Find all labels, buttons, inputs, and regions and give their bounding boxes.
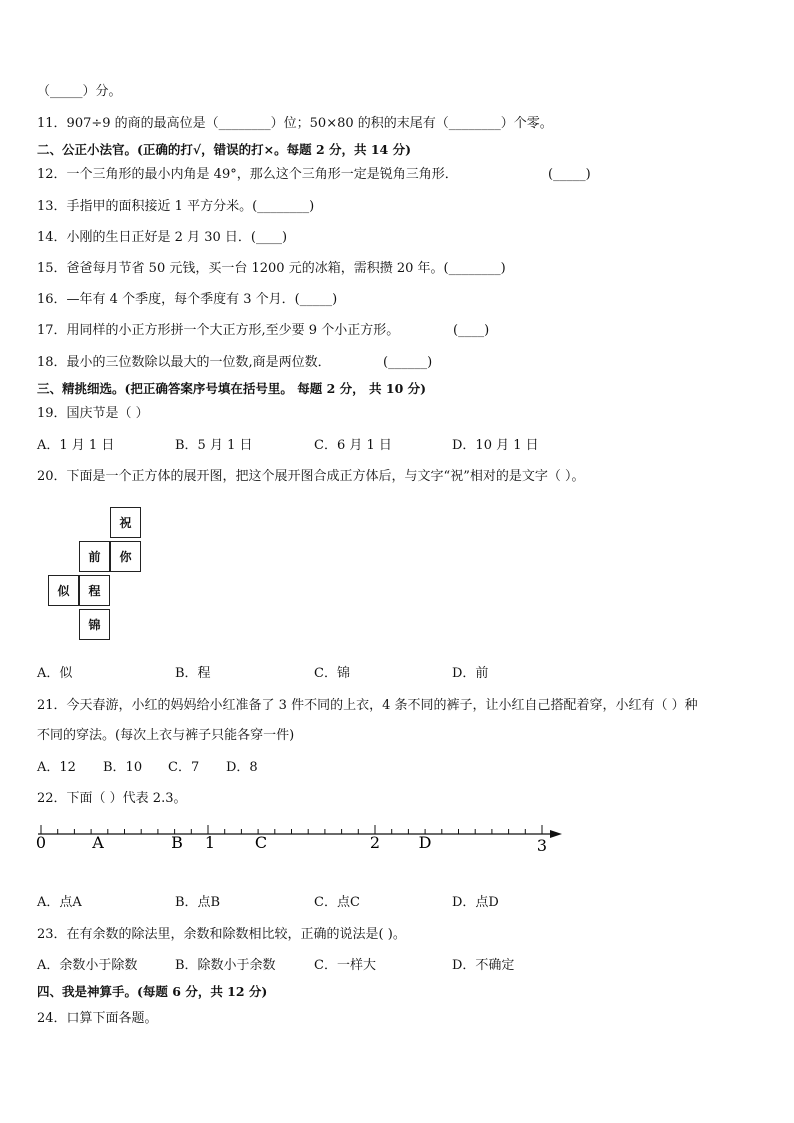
section-4-heading: 四、我是神算手。(每题 6 分，共 12 分) bbox=[37, 984, 268, 999]
q22-option-a[interactable]: A．点A bbox=[37, 895, 82, 910]
section-3-heading: 三、精挑细选。(把正确答案序号填在括号里。 每题 2 分， 共 10 分) bbox=[37, 381, 427, 396]
question-18-answer-blank[interactable]: (______) bbox=[383, 355, 433, 370]
q21-option-d[interactable]: D．8 bbox=[226, 760, 258, 775]
question-24: 24．口算下面各题。 bbox=[37, 1011, 158, 1026]
q19-option-d[interactable]: D．10 月 1 日 bbox=[452, 438, 539, 453]
cube-face-zhu: 祝 bbox=[110, 507, 141, 538]
number-line-label-c: C bbox=[254, 833, 268, 852]
question-17-answer-blank[interactable]: (____) bbox=[453, 323, 490, 338]
question-15: 15．爸爸每月节省 50 元钱，买一台 1200 元的冰箱，需积攒 20 年。(________) bbox=[37, 261, 506, 276]
cube-face-ni: 你 bbox=[110, 541, 141, 572]
q23-option-b[interactable]: B．除数小于余数 bbox=[175, 958, 276, 973]
cube-face-qian: 前 bbox=[79, 541, 110, 572]
q22-option-c[interactable]: C．点C bbox=[314, 895, 360, 910]
question-14: 14．小刚的生日正好是 2 月 30 日．(____) bbox=[37, 230, 288, 245]
question-21-line-1: 21．今天春游，小红的妈妈给小红准备了 3 件不同的上衣，4 条不同的裤子，让小红自己搭配着穿，小红有（ ）种 bbox=[37, 698, 698, 713]
number-line-label-1: 1 bbox=[204, 833, 216, 852]
q22-option-d[interactable]: D．点D bbox=[452, 895, 499, 910]
question-12: 12．一个三角形的最小内角是 49°，那么这个三角形一定是锐角三角形． bbox=[37, 167, 458, 182]
q20-option-c[interactable]: C．锦 bbox=[314, 666, 350, 681]
question-16: 16．—年有 4 个季度，每个季度有 3 个月．(_____) bbox=[37, 292, 338, 307]
q19-option-b[interactable]: B．5 月 1 日 bbox=[175, 438, 253, 453]
question-19: 19．国庆节是（ ） bbox=[37, 406, 149, 421]
number-line-ticks bbox=[41, 825, 542, 834]
number-line-label-0: 0 bbox=[35, 833, 47, 852]
q21-option-b[interactable]: B．10 bbox=[103, 760, 143, 775]
cube-face-si: 似 bbox=[48, 575, 79, 606]
number-line-label-2: 2 bbox=[369, 833, 381, 852]
cube-net-figure bbox=[45, 507, 155, 647]
question-12-answer-blank[interactable]: (_____) bbox=[548, 167, 591, 182]
number-line-label-d: D bbox=[418, 833, 432, 852]
number-line-label-a: A bbox=[92, 833, 104, 852]
section-2-heading: 二、公正小法官。(正确的打√，错误的打×。每题 2 分，共 14 分) bbox=[37, 142, 412, 157]
q20-option-b[interactable]: B．程 bbox=[175, 666, 211, 681]
arrow-right-icon bbox=[550, 830, 562, 838]
cube-face-cheng: 程 bbox=[79, 575, 110, 606]
number-line-label-b: B bbox=[171, 833, 183, 852]
q21-option-a[interactable]: A．12 bbox=[37, 760, 76, 775]
question-13: 13．手指甲的面积接近 1 平方分米。(________) bbox=[37, 199, 315, 214]
question-22: 22．下面（ ）代表 2.3。 bbox=[37, 791, 187, 806]
q23-option-a[interactable]: A．余数小于除数 bbox=[37, 958, 138, 973]
number-line-figure bbox=[30, 816, 570, 856]
number-line-label-3: 3 bbox=[536, 836, 548, 855]
question-20: 20．下面是一个正方体的展开图，把这个展开图合成正方体后，与文字“祝”相对的是文字（ ）。 bbox=[37, 469, 585, 484]
q19-option-a[interactable]: A．1 月 1 日 bbox=[37, 438, 115, 453]
q19-option-c[interactable]: C．6 月 1 日 bbox=[314, 438, 392, 453]
q20-option-a[interactable]: A．似 bbox=[37, 666, 73, 681]
q21-option-c[interactable]: C．7 bbox=[168, 760, 200, 775]
q23-option-d[interactable]: D．不确定 bbox=[452, 958, 515, 973]
question-23: 23．在有余数的除法里，余数和除数相比较，正确的说法是( )。 bbox=[37, 927, 406, 942]
q20-option-d[interactable]: D．前 bbox=[452, 666, 489, 681]
question-18: 18．最小的三位数除以最大的一位数,商是两位数． bbox=[37, 355, 331, 370]
line-score-blank: （_____）分。 bbox=[37, 84, 122, 99]
q22-option-b[interactable]: B．点B bbox=[175, 895, 221, 910]
question-21-line-2: 不同的穿法。(每次上衣与裤子只能各穿一件) bbox=[37, 728, 295, 743]
cube-face-jin: 锦 bbox=[79, 609, 110, 640]
question-11: 11．907÷9 的商的最高位是（________）位；50×80 的积的末尾有（________）个零。 bbox=[37, 116, 553, 131]
question-17: 17．用同样的小正方形拼一个大正方形,至少要 9 个小正方形。 bbox=[37, 323, 400, 338]
q23-option-c[interactable]: C．一样大 bbox=[314, 958, 376, 973]
